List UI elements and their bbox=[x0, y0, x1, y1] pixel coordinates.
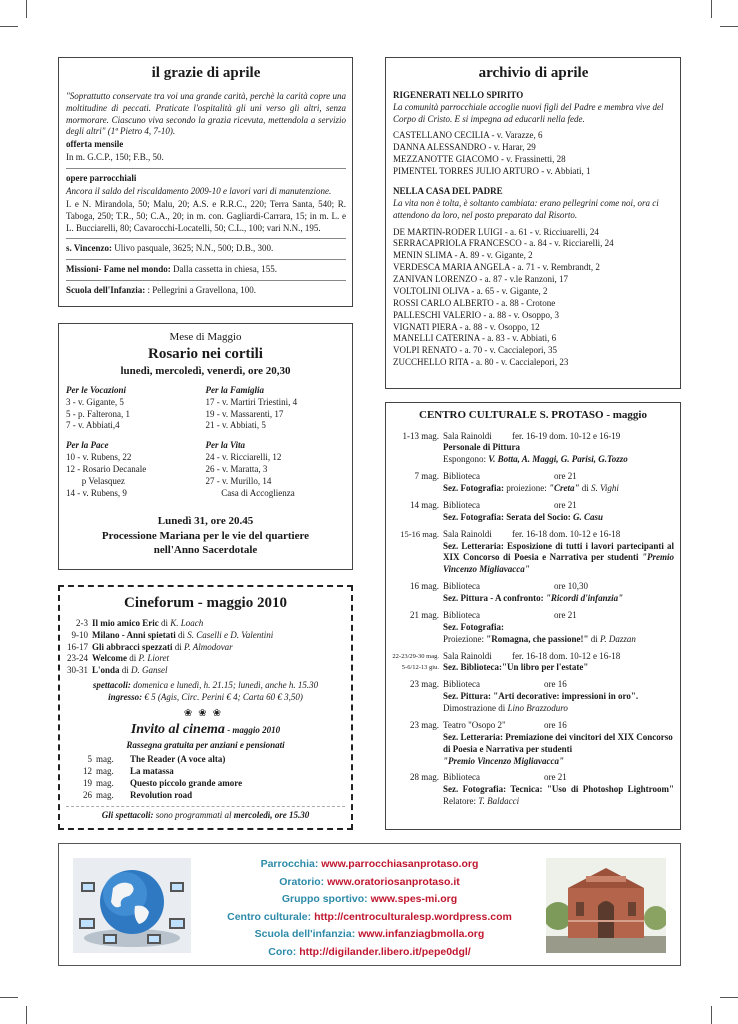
gs-bold: mercoledì, ore 15.30 bbox=[233, 809, 310, 820]
event-place: Sala Rainoldi bbox=[443, 528, 492, 539]
event-date: 16 mag. bbox=[410, 581, 439, 592]
event bbox=[392, 679, 674, 715]
rigenerati-text: La comunità parrocchiale accoglie nuovi figli del Padre e membra vive del Corpo di Cristo. E si impegna ad educarli nella fede. bbox=[393, 101, 664, 124]
link-url[interactable]: www.infanziagbmolla.org bbox=[358, 928, 485, 940]
rosario-item: 24 - v. Ricciarelli, 12 bbox=[205, 452, 282, 463]
ingresso-text: € 5 (Agis, Circ. Perini € 4; Carta 60 € 3,50) bbox=[142, 692, 303, 703]
divider bbox=[66, 168, 346, 169]
event-place: Teatro "Osopo 2" bbox=[443, 719, 506, 730]
event-place: Biblioteca bbox=[443, 772, 480, 783]
casa-name: ROSSI CARLO ALBERTO - a. 88 - Crotone bbox=[393, 297, 556, 308]
invito-film-title: Questo piccolo grande amore bbox=[130, 778, 243, 789]
event-date: 23 mag. bbox=[410, 719, 439, 730]
archivio-title: archivio di aprile bbox=[478, 65, 589, 81]
opere-label: opere parrocchiali bbox=[66, 173, 137, 184]
crop-mark bbox=[26, 1006, 27, 1024]
rosario-item: 3 - v. Gigante, 5 bbox=[66, 396, 124, 407]
casa-name: PALLESCHI VALERIO - a. 88 - v. Osoppo, 3 bbox=[393, 309, 560, 320]
rigenerati-name: PIMENTEL TORRES JULIO ARTURO - v. Abbiati, 1 bbox=[393, 166, 591, 177]
cineforum-box bbox=[58, 585, 353, 830]
rosario-group bbox=[66, 385, 206, 433]
film-title: Welcome bbox=[92, 653, 127, 664]
footer-box bbox=[58, 843, 681, 966]
film-director: S. Caselli e D. Valentini bbox=[187, 629, 274, 640]
event-date: 28 mag. bbox=[410, 772, 439, 783]
event bbox=[392, 772, 674, 808]
link-url[interactable]: http://centroculturalesp.wordpress.com bbox=[314, 910, 512, 923]
dashed-border bbox=[58, 585, 60, 830]
event-work: "Creta" bbox=[548, 483, 580, 494]
footer-link-oratorio[interactable] bbox=[169, 874, 570, 892]
casa-name: VOLTOLINI OLIVA - a. 65 - v. Gigante, 2 bbox=[393, 285, 548, 296]
event-time: ore 16 bbox=[544, 679, 567, 690]
event-date: 21 mag. bbox=[410, 609, 439, 620]
gs-text: sono programmati al bbox=[153, 809, 234, 820]
event-author: Lino Brazzoduro bbox=[507, 703, 568, 714]
ingresso-line bbox=[66, 692, 345, 704]
event-date: 14 mag. bbox=[410, 499, 439, 510]
offerta-text: In m. G.C.P., 150; F.B., 50. bbox=[66, 152, 164, 163]
casa-name: MENIN SLIMA - A. 89 - v. Gigante, 2 bbox=[393, 250, 533, 261]
rosario-item: 10 - v. Rubens, 22 bbox=[66, 452, 132, 463]
event-author: T. Baldacci bbox=[478, 796, 520, 807]
event-prize: "Premio Vincenzo Migliavacca" bbox=[443, 755, 564, 766]
rosario-item: 17 - v. Martiri Triestini, 4 bbox=[205, 396, 298, 407]
grazie-title: il grazie di aprile bbox=[151, 65, 261, 81]
invito-film-title: The Reader (A voce alta) bbox=[130, 754, 226, 765]
event bbox=[392, 651, 674, 675]
event-work: "Romagna, che passione!" bbox=[486, 633, 589, 644]
film-di: di bbox=[172, 641, 185, 652]
rosario-item: 19 - v. Massarenti, 17 bbox=[205, 408, 284, 419]
dashed-border bbox=[351, 585, 353, 830]
footer-links bbox=[169, 856, 570, 961]
link-label: Centro culturale: bbox=[227, 910, 315, 923]
invito-film-month: mag. bbox=[96, 790, 114, 801]
link-label: Gruppo sportivo: bbox=[281, 893, 371, 905]
opere-intro: Ancora il saldo del riscaldamento 2009-10 e lavori vari di manutenzione. bbox=[66, 185, 332, 196]
rosario-item: 21 - v. Abbiati, 5 bbox=[205, 420, 266, 431]
invito-film-day: 12 bbox=[83, 766, 92, 777]
event-place: Sala Rainoldi bbox=[443, 650, 492, 661]
invito-film-month: mag. bbox=[96, 754, 114, 765]
rosario-month: Mese di Maggio bbox=[169, 331, 242, 343]
invito-film-title: Revolution road bbox=[130, 790, 193, 801]
crop-mark bbox=[711, 0, 712, 18]
casa-name: VERDESCA MARIA ANGELA - a. 71 - v. Rembrandt, 2 bbox=[393, 262, 600, 273]
ingresso-label: ingresso: bbox=[108, 692, 143, 703]
invito-subtitle: Rassegna gratuita per anziani e pensionati bbox=[126, 739, 285, 750]
invito-film-month: mag. bbox=[96, 766, 114, 777]
link-label: Parrocchia: bbox=[260, 858, 322, 870]
film-date: 16-17 bbox=[67, 641, 88, 652]
film-item bbox=[66, 642, 345, 654]
spettacoli-label: spettacoli: bbox=[92, 680, 131, 691]
event-section: Sez. Fotografia: Serata del Socio: bbox=[443, 511, 573, 522]
dashed-border bbox=[58, 828, 353, 830]
event-date: 15-16 mag. bbox=[400, 528, 439, 539]
event-date-2: 5-6/12-13 giu. bbox=[401, 663, 439, 671]
infanzia-text: : Pellegrini a Gravellona, 100. bbox=[145, 285, 256, 296]
event bbox=[392, 610, 674, 646]
rigenerati-title: RIGENERATI NELLO SPIRITO bbox=[393, 89, 524, 100]
event-date-1: 22-23/29-30 mag. bbox=[392, 652, 439, 660]
link-url[interactable]: www.parrocchiasanprotaso.org bbox=[321, 858, 479, 870]
invito-title bbox=[66, 721, 345, 739]
event bbox=[392, 529, 674, 577]
processione bbox=[66, 514, 345, 559]
grazie-box bbox=[58, 57, 353, 307]
film-di: di bbox=[158, 617, 171, 628]
crop-mark bbox=[720, 997, 738, 998]
church-photo bbox=[546, 858, 666, 953]
event bbox=[392, 581, 674, 605]
invito-film bbox=[66, 790, 345, 802]
event-date: 7 mag. bbox=[414, 471, 439, 482]
invito-film-day: 26 bbox=[83, 790, 92, 801]
gs-label: Gli spettacoli: bbox=[101, 809, 154, 820]
rosario-item: 27 - v. Murillo, 14 bbox=[205, 475, 272, 486]
film-item bbox=[66, 630, 345, 642]
event-title: Sez. Letteraria: Premiazione dei vincitori del XIX Concorso di Poesia e Narrativa per studenti bbox=[443, 731, 673, 754]
rosario-row-2 bbox=[66, 440, 345, 507]
event-title: Sez. Letteraria: Esposizione di tutti i lavori partecipanti al XIX Concorso di Poesia e Narrativa per studenti bbox=[443, 540, 674, 563]
invito-film bbox=[66, 778, 345, 790]
event-work: "Ricordi d'infanzia" bbox=[545, 593, 624, 604]
rigenerati-name: CASTELLANO CECILIA - v. Varazze, 6 bbox=[393, 130, 543, 141]
casa-name: SERRACAPRIOLA FRANCESCO - a. 84 - v. Ricciarelli, 24 bbox=[393, 238, 614, 249]
event-desc: proiezione: bbox=[503, 483, 549, 494]
footer-link-coro[interactable] bbox=[169, 944, 570, 962]
event-time: fer. 16-19 dom. 10-12 e 16-19 bbox=[512, 430, 621, 441]
film-date: 2-3 bbox=[76, 617, 88, 628]
event-time: ore 21 bbox=[554, 499, 577, 510]
crop-mark bbox=[0, 997, 18, 998]
vincenzo-text: Ulivo pasquale, 3625; N.N., 500; D.B., 300. bbox=[112, 243, 274, 254]
rosario-group bbox=[66, 440, 206, 499]
event-time: ore 21 bbox=[554, 609, 577, 620]
offerta-label: offerta mensile bbox=[66, 139, 124, 150]
event-section: Sez. Pittura - A confronto: bbox=[443, 593, 546, 604]
link-label: Scuola dell'infanzia: bbox=[254, 928, 359, 940]
cineforum-title: Cineforum - maggio 2010 bbox=[124, 595, 287, 611]
event-time: fer. 16-18 dom. 10-12 e 16-18 bbox=[512, 650, 621, 661]
crop-mark bbox=[720, 26, 738, 27]
rosario-group bbox=[206, 440, 346, 499]
event-title: Sez. Pittura: "Arti decorative: impressioni in oro". bbox=[443, 691, 639, 702]
rosario-item: 26 - v. Maratta, 3 bbox=[205, 464, 268, 475]
event-label: Espongono: bbox=[443, 454, 489, 465]
casa-name: ZUCCHELLO RITA - a. 80 - v. Caccialepori, 23 bbox=[393, 357, 569, 368]
invito-film-day: 19 bbox=[83, 778, 92, 789]
film-di: di bbox=[119, 665, 132, 676]
footer-link-parrocchia[interactable] bbox=[169, 856, 570, 874]
film-di: di bbox=[127, 653, 139, 664]
event-date: 1-13 mag. bbox=[402, 430, 439, 441]
rosario-box bbox=[58, 323, 353, 570]
vincenzo-label: s. Vincenzo: bbox=[66, 243, 112, 254]
event-title: Personale di Pittura bbox=[443, 442, 520, 453]
crop-mark bbox=[26, 0, 27, 18]
rosario-row-1 bbox=[66, 385, 345, 441]
film-di: di bbox=[175, 629, 188, 640]
film-date: 30-31 bbox=[67, 665, 88, 676]
casa-title: NELLA CASA DEL PADRE bbox=[393, 185, 503, 196]
divider bbox=[66, 238, 346, 239]
film-title: Milano - Anni spietati bbox=[92, 629, 176, 640]
invito-film bbox=[66, 766, 345, 778]
crop-mark bbox=[0, 26, 18, 27]
dashed-border bbox=[58, 585, 353, 587]
link-url[interactable]: www.oratoriosanprotaso.it bbox=[327, 875, 460, 888]
rosario-group-title: Per la Famiglia bbox=[205, 384, 264, 395]
film-director: P. Almodovar bbox=[184, 641, 233, 652]
processione-title: Processione Mariana per le vie del quartiere bbox=[101, 529, 310, 542]
processione-subtitle: nell'Anno Sacerdotale bbox=[153, 544, 258, 557]
casa-name: VIGNATI PIERA - a. 88 - v. Osoppo, 12 bbox=[393, 321, 540, 332]
rosario-item: 14 - v. Rubens, 9 bbox=[66, 487, 127, 498]
rosario-item: Casa di Accoglienza bbox=[205, 487, 295, 498]
film-director: P. Lioret bbox=[138, 653, 170, 664]
casa-name: DE MARTIN-RODER LUIGI - a. 61 - v. Ricciuarelli, 24 bbox=[393, 226, 599, 237]
event-di: di bbox=[579, 483, 591, 494]
event-time: fer. 16-18 dom. 10-12 e 16-18 bbox=[512, 528, 621, 539]
event bbox=[392, 500, 674, 524]
casa-name: VOLPI RENATO - a. 70 - v. Caccialepori, 35 bbox=[393, 345, 557, 356]
event-relatore: Relatore: bbox=[443, 796, 479, 807]
invito-film bbox=[66, 754, 345, 766]
grazie-quote: "Soprattutto conservate tra voi una grande carità, perchè la carità copre una moltitudine di peccati. Praticate l'ospitalità gli uni verso gli altri, senza mormorare. Ciascuno viva secondo la grazia ricevuta, mettendola a servizio degli altri" (1ª Pietro 4, 7-10). bbox=[66, 90, 346, 137]
divider bbox=[66, 259, 346, 260]
film-title: L'onda bbox=[92, 665, 120, 676]
event-time: ore 21 bbox=[544, 772, 567, 783]
event-section: Sez. Fotografia: bbox=[443, 621, 504, 632]
event bbox=[392, 720, 674, 768]
invito-title-date: - maggio 2010 bbox=[224, 725, 281, 736]
event-author: S. Vighi bbox=[590, 483, 619, 494]
divider bbox=[66, 280, 346, 281]
rosario-group-title: Per la Pace bbox=[66, 440, 109, 451]
event-date: 23 mag. bbox=[410, 679, 439, 690]
invito-spettacoli bbox=[66, 806, 345, 822]
event-time: ore 16 bbox=[544, 719, 567, 730]
event-title: Sez. Fotografia: Tecnica: "Uso di Photoshop Lightroom" bbox=[443, 784, 674, 795]
footer-link-gruppo[interactable] bbox=[169, 891, 570, 909]
footer-link-scuola[interactable] bbox=[169, 926, 570, 944]
event-place: Biblioteca bbox=[443, 499, 480, 510]
infanzia-label: Scuola dell'Infanzia: bbox=[66, 285, 146, 296]
film-item bbox=[66, 653, 345, 665]
crop-mark bbox=[711, 1006, 712, 1024]
rosario-item: p Velasquez bbox=[66, 475, 125, 486]
centro-culturale-box bbox=[385, 402, 681, 830]
event-place: Biblioteca bbox=[443, 471, 480, 482]
event-desc: Proiezione: bbox=[443, 633, 487, 644]
rosario-item: 7 - v. Abbiati,4 bbox=[66, 420, 120, 431]
link-label: Oratorio: bbox=[279, 875, 328, 888]
film-title: Gli abbracci spezzati bbox=[92, 641, 173, 652]
invito-film-title: La matassa bbox=[130, 766, 174, 777]
event-time: ore 10,30 bbox=[554, 581, 588, 592]
link-label: Coro: bbox=[268, 945, 300, 958]
invito-title-main: Invito al cinema bbox=[130, 722, 225, 738]
film-item bbox=[66, 665, 345, 677]
event-place: Biblioteca bbox=[443, 679, 480, 690]
rosario-title: Rosario nei cortili bbox=[148, 345, 263, 362]
link-url[interactable]: http://digilander.libero.it/pepe0dgl/ bbox=[299, 945, 471, 958]
casa-name: ZANIVAN LORENZO - a. 87 - v.le Ranzoni, 17 bbox=[393, 274, 568, 285]
rigenerati-name: MEZZANOTTE GIACOMO - v. Frassinetti, 28 bbox=[393, 154, 566, 165]
event-title: Sez. Biblioteca:"Un libro per l'estate" bbox=[443, 662, 589, 673]
film-date: 9-10 bbox=[71, 629, 88, 640]
infanzia-line bbox=[66, 285, 346, 297]
rosario-group-title: Per la Vita bbox=[205, 440, 246, 451]
event-section: Sez. Fotografia: bbox=[443, 483, 504, 494]
film-item bbox=[66, 618, 345, 630]
rosario-item: 5 - p. Falterona, 1 bbox=[66, 408, 130, 419]
film-title: Il mio amico Eric bbox=[92, 617, 159, 628]
missioni-text: Dalla cassetta in chiesa, 155. bbox=[170, 264, 277, 275]
film-director: K. Loach bbox=[170, 617, 204, 628]
flower-icons: ❀❀❀ bbox=[183, 707, 228, 719]
invito-film-day: 5 bbox=[87, 754, 92, 765]
missioni-line bbox=[66, 264, 346, 276]
archivio-box bbox=[385, 57, 681, 389]
event-desc: Dimostrazione di bbox=[443, 703, 508, 714]
spettacoli-text: domenica e lunedì, h. 21.15; lunedì, anche h. 15.30 bbox=[130, 680, 319, 691]
link-url[interactable]: www.spes-mi.org bbox=[370, 893, 458, 905]
opere-text: I. e N. Mirandola, 50; Malu, 20; A.S. e R.R.C., 220; Terra Santa, 540; R. Taboga, 250; T.R., 50; C.A., 20; in m. con. Gagliardi-Carrara, 15; in m. L. e L. Bucciarelli, 80; Cavarocchi-Locatelli, 50; C.L., 100; vari N.N., 195. bbox=[66, 198, 346, 233]
spacer bbox=[393, 178, 674, 186]
film-date: 23-24 bbox=[67, 653, 88, 664]
event-author: P. Dazzan bbox=[600, 633, 636, 644]
rosario-item: 12 - Rosario Decanale bbox=[66, 464, 147, 475]
event-date bbox=[392, 651, 443, 675]
casa-text: La vita non è tolta, è soltanto cambiata: erano pellegrini come noi, ora ci attendono da loro, nel posto preparato dal Risorto. bbox=[393, 197, 659, 220]
event-place: Biblioteca bbox=[443, 609, 480, 620]
event bbox=[392, 471, 674, 495]
rosario-group bbox=[206, 385, 346, 433]
event-di: di bbox=[588, 633, 601, 644]
event-place: Sala Rainoldi bbox=[443, 430, 492, 441]
film-list bbox=[66, 618, 345, 677]
missioni-label: Missioni- Fame nel mondo: bbox=[66, 264, 171, 275]
spettacoli-line bbox=[66, 680, 345, 692]
vincenzo-line bbox=[66, 243, 346, 255]
event bbox=[392, 431, 674, 467]
casa-name: MANELLI CATERINA - a. 83 - v. Abbiati, 6 bbox=[393, 333, 557, 344]
invito-film-month: mag. bbox=[96, 778, 114, 789]
film-director: D. Gansel bbox=[131, 665, 168, 676]
event-time: ore 21 bbox=[554, 471, 577, 482]
rosario-schedule: lunedì, mercoledì, venerdì, ore 20,30 bbox=[120, 365, 291, 378]
rosario-group-title: Per le Vocazioni bbox=[66, 384, 126, 395]
footer-link-centro[interactable] bbox=[169, 909, 570, 927]
event-prize: "Premio Vincenzo Migliavacca" bbox=[443, 552, 674, 575]
event-place: Biblioteca bbox=[443, 581, 480, 592]
rigenerati-name: DANNA ALESSANDRO - v. Harar, 29 bbox=[393, 142, 536, 153]
processione-date: Lunedì 31, ore 20.45 bbox=[157, 514, 254, 527]
centro-title: CENTRO CULTURALE S. PROTASO - maggio bbox=[419, 409, 647, 421]
event-author: G. Casu bbox=[572, 511, 603, 522]
event-artists: V. Botta, A. Maggi, G. Parisi, G.Tozzo bbox=[488, 454, 628, 465]
